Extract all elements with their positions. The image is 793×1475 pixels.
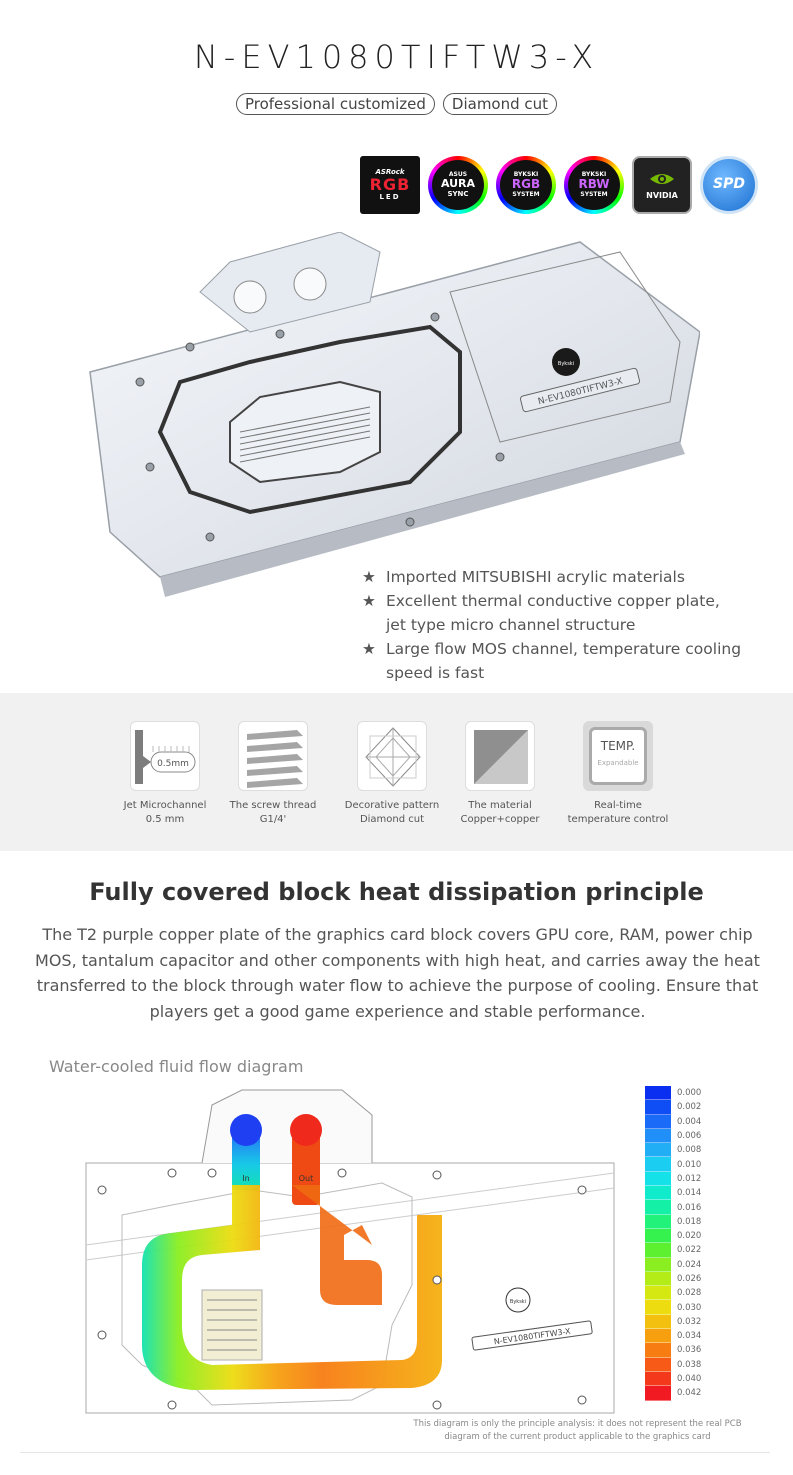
feature-item: ★ Large flow MOS channel, temperature cooling speed is fast (362, 637, 766, 685)
scale-swatch (645, 1286, 671, 1300)
tag-diamond-cut: Diamond cut (443, 93, 557, 115)
spd-logo: SPD (700, 156, 758, 214)
scale-row (645, 1100, 705, 1114)
diamond-pattern-icon (357, 721, 427, 791)
scale-row (645, 1086, 705, 1100)
feature-item: ★ Imported MITSUBISHI acrylic materials (362, 565, 766, 589)
asrock-rgb-led-logo: ASRock RGB LED (360, 156, 420, 214)
scale-swatch (645, 1086, 671, 1100)
scale-value: 0.000 (677, 1088, 702, 1099)
scale-value: 0.012 (677, 1173, 702, 1184)
flow-scale-legend (645, 1086, 705, 1401)
scale-row (645, 1157, 705, 1171)
scale-swatch (645, 1329, 671, 1343)
temp-icon: TEMP. Expandable (583, 721, 653, 791)
scale-swatch (645, 1315, 671, 1329)
scale-row (645, 1300, 705, 1314)
feature-item: ★ Excellent thermal conductive copper plate, jet type micro channel structure (362, 589, 766, 637)
scale-swatch (645, 1186, 671, 1200)
tag-row (0, 93, 793, 115)
spec-temperature: TEMP. Expandable Real-time temperature control (563, 721, 673, 827)
scale-value: 0.040 (677, 1374, 702, 1385)
star-icon: ★ (362, 568, 376, 586)
product-engraving: N-EV1080TIFTW3-X (537, 376, 624, 408)
spec-microchannel: 0.5mm Jet Microchannel 0.5 mm (110, 721, 220, 827)
scale-row (645, 1329, 705, 1343)
star-icon: ★ (362, 640, 376, 658)
scale-value: 0.030 (677, 1302, 702, 1313)
bottom-divider (20, 1452, 770, 1453)
diagram-engraving: N-EV1080TIFTW3-X (493, 1326, 572, 1347)
scale-swatch (645, 1115, 671, 1129)
scale-row (645, 1115, 705, 1129)
scale-row (645, 1200, 705, 1214)
diagram-disclaimer: This diagram is only the principle analysis: it does not represent the real PCB diagram of the current product applicable to the graphics card (413, 1419, 742, 1442)
microchannel-icon (130, 721, 200, 791)
diagram-title: Water-cooled fluid flow diagram (49, 1057, 304, 1076)
scale-value: 0.004 (677, 1116, 702, 1127)
scale-swatch (645, 1172, 671, 1186)
product-title: N-EV1080TIFTW3-X (193, 38, 600, 76)
material-icon (465, 721, 535, 791)
spec-material: The material Copper+copper (445, 721, 555, 827)
scale-value: 0.006 (677, 1131, 702, 1142)
scale-swatch (645, 1243, 671, 1257)
scale-value: 0.038 (677, 1359, 702, 1370)
scale-row (645, 1243, 705, 1257)
scale-row (645, 1372, 705, 1386)
scale-row (645, 1129, 705, 1143)
scale-value: 0.036 (677, 1345, 702, 1356)
screw-thread-icon (238, 721, 308, 791)
scale-row (645, 1315, 705, 1329)
spec-screw-thread: The screw thread G1/4' (218, 721, 328, 827)
scale-value: 0.028 (677, 1288, 702, 1299)
scale-value: 0.002 (677, 1102, 702, 1113)
section-body: The T2 purple copper plate of the graphics card block covers GPU core, RAM, power chip MOS, tantalum capacitor and other components with high heat, and carries away the heat transferred to the block through water flow to achieve the purpose of cooling. Ensure that players get a good game experience and stable performance. (35, 925, 760, 1021)
star-icon: ★ (362, 592, 376, 610)
svg-text:0.5mm: 0.5mm (157, 759, 189, 769)
nvidia-logo: NVIDIA (632, 156, 692, 214)
spec-band (0, 693, 793, 851)
scale-swatch (645, 1272, 671, 1286)
scale-row (645, 1215, 705, 1229)
outlet-label: Out (298, 1174, 314, 1183)
scale-swatch (645, 1215, 671, 1229)
compatibility-logos (360, 156, 758, 214)
scale-row (645, 1343, 705, 1357)
scale-row (645, 1143, 705, 1157)
scale-value: 0.016 (677, 1202, 702, 1213)
scale-swatch (645, 1300, 671, 1314)
scale-swatch (645, 1129, 671, 1143)
scale-value: 0.020 (677, 1231, 702, 1242)
section-heading: Fully covered block heat dissipation principle (89, 878, 704, 906)
tag-professional-customized: Professional customized (236, 93, 435, 115)
scale-swatch (645, 1386, 671, 1400)
scale-swatch (645, 1200, 671, 1214)
scale-row (645, 1286, 705, 1300)
scale-row (645, 1386, 705, 1400)
scale-value: 0.022 (677, 1245, 702, 1256)
scale-value: 0.032 (677, 1316, 702, 1327)
scale-value: 0.008 (677, 1145, 702, 1156)
scale-row (645, 1186, 705, 1200)
nvidia-eye-icon (647, 169, 677, 189)
spec-decorative-pattern: Decorative pattern Diamond cut (337, 721, 447, 827)
scale-swatch (645, 1343, 671, 1357)
inlet-label: In (242, 1174, 250, 1183)
product-badge: Bykski (557, 361, 575, 367)
scale-row (645, 1358, 705, 1372)
scale-value: 0.010 (677, 1159, 702, 1170)
scale-value: 0.034 (677, 1331, 702, 1342)
scale-value: 0.026 (677, 1274, 702, 1284)
scale-swatch (645, 1358, 671, 1372)
scale-row (645, 1229, 705, 1243)
scale-value: 0.014 (677, 1188, 702, 1199)
fluid-flow-diagram (82, 1085, 622, 1420)
bykski-rgb-system-logo: BYKSKI RGB SYSTEM (496, 156, 556, 214)
scale-row (645, 1172, 705, 1186)
scale-row (645, 1272, 705, 1286)
diagram-badge: Bykski (509, 1299, 527, 1305)
bykski-rbw-system-logo: BYKSKI RBW SYSTEM (564, 156, 624, 214)
scale-swatch (645, 1229, 671, 1243)
scale-value: 0.024 (677, 1259, 702, 1270)
scale-swatch (645, 1258, 671, 1272)
feature-list (362, 565, 766, 685)
scale-swatch (645, 1157, 671, 1171)
water-block-product-image (80, 232, 700, 612)
asus-aura-sync-logo: ASUS AURA SYNC (428, 156, 488, 214)
scale-value: 0.042 (677, 1388, 702, 1399)
scale-row (645, 1258, 705, 1272)
scale-swatch (645, 1143, 671, 1157)
scale-swatch (645, 1372, 671, 1386)
scale-value: 0.018 (677, 1216, 702, 1227)
scale-swatch (645, 1100, 671, 1114)
